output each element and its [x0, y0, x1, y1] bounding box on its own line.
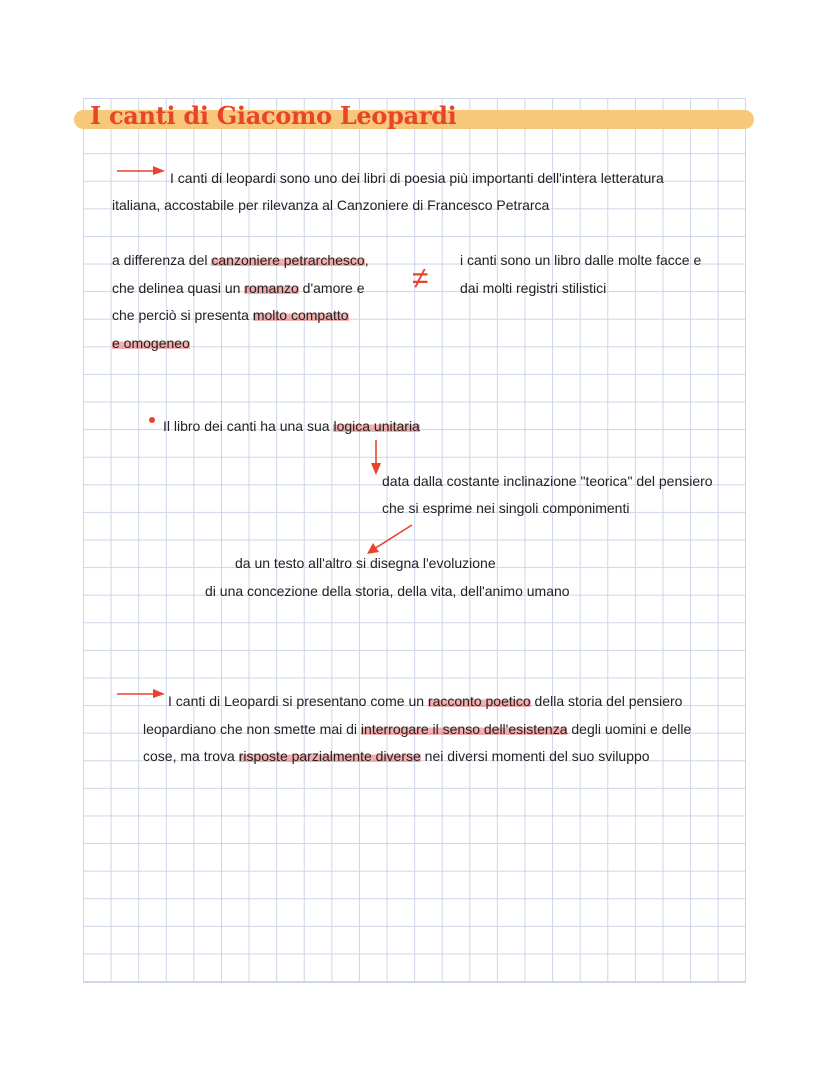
highlight-risposte: risposte parzialmente diverse [238, 748, 421, 764]
diagonal-arrow-icon [364, 523, 414, 557]
right-arrow-icon [117, 164, 167, 178]
comparison-left-line-3: che perciò si presenta molto compatto [112, 307, 349, 323]
highlight-interrogare: interrogare il senso dell'esistenza [360, 721, 568, 737]
logic-detail-2: che si esprime nei singoli componimenti [382, 500, 630, 516]
comparison-left-line-2: che delinea quasi un romanzo d'amore e [112, 280, 365, 296]
evolution-line-1: da un testo all'altro si disegna l'evoluzione [235, 555, 496, 571]
highlight-romanzo: romanzo [244, 280, 299, 296]
conclusion-line-3: cose, ma trova risposte parzialmente diverse nei diversi momenti del suo sviluppo [143, 748, 650, 764]
highlight-canzoniere: canzoniere petrarchesco [211, 252, 365, 268]
logic-detail-1: data dalla costante inclinazione "teorica" del pensiero [382, 473, 713, 489]
comparison-right-line-2: dai molti registri stilistici [460, 280, 607, 296]
highlight-logica-unitaria: logica unitaria [333, 418, 420, 434]
bullet-dot-icon [149, 417, 155, 423]
comparison-right-line-1: i canti sono un libro dalle molte facce e [460, 252, 702, 268]
conclusion-line-2: leopardiano che non smette mai di interrogare il senso dell'esistenza degli uomini e delle [143, 721, 692, 737]
highlight-racconto-poetico: racconto poetico [427, 693, 531, 709]
grid-paper [83, 98, 746, 983]
evolution-line-2: di una concezione della storia, della vita, dell'animo umano [205, 583, 570, 599]
comparison-left-line-4 [112, 334, 190, 352]
comparison-left-line-1: a differenza del canzoniere petrarchesco, [112, 252, 369, 268]
logic-bullet: Il libro dei canti ha una sua logica unitaria [163, 418, 420, 434]
conclusion-line-1: I canti di Leopardi si presentano come un racconto poetico della storia del pensiero [168, 693, 683, 709]
intro-line-1: I canti di leopardi sono uno dei libri di poesia più importanti dell'intera letteratura [170, 170, 664, 186]
highlight-molto-compatto: molto compatto [252, 307, 349, 323]
intro-line-2: italiana, accostabile per rilevanza al Canzoniere di Francesco Petrarca [112, 197, 550, 213]
down-arrow-icon [369, 440, 383, 476]
highlight-omogeneo: e omogeneo [112, 335, 190, 351]
right-arrow-icon [117, 687, 167, 701]
page-title: I canti di Giacomo Leopardi [90, 101, 457, 130]
not-equal-icon: ≠ [412, 262, 429, 295]
